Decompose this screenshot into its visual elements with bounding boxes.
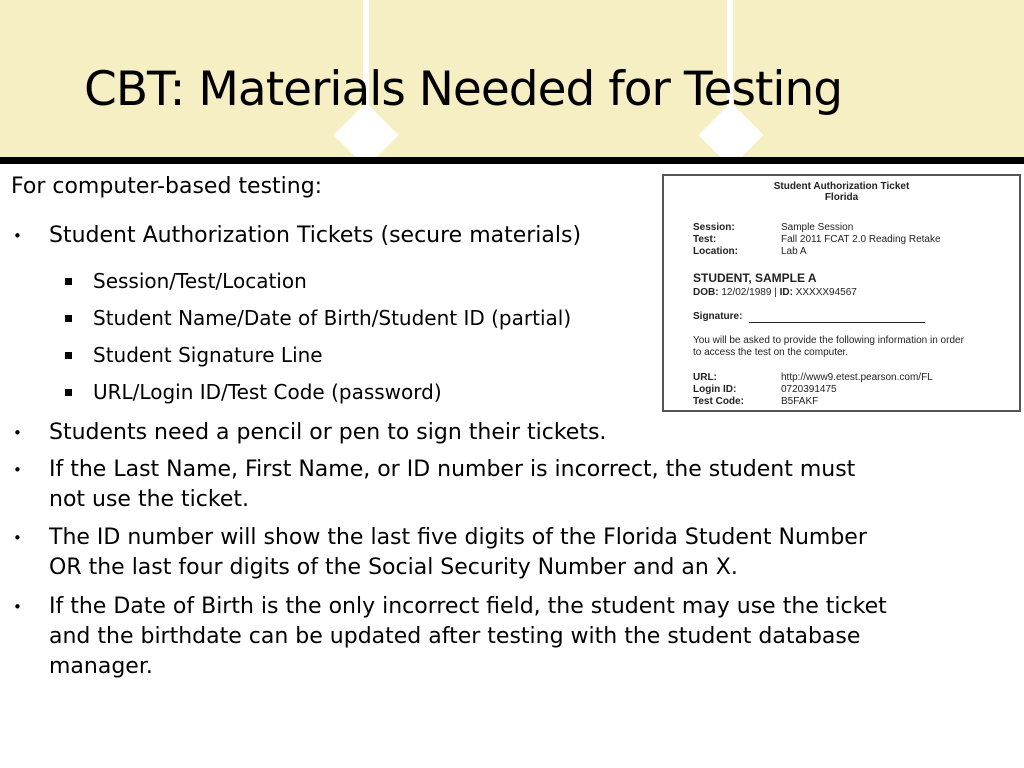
- sub-item: Student Signature Line: [93, 343, 323, 367]
- bullet-glyph: •: [13, 424, 22, 442]
- title-banner: [0, 0, 1024, 157]
- bullet-line: and the birthdate can be updated after testing with the student database: [49, 624, 861, 649]
- bullet-main: Student Authorization Tickets (secure materials): [49, 223, 582, 248]
- ticket-login-label: Login ID:: [693, 384, 737, 395]
- sub-item: Student Name/Date of Birth/Student ID (partial): [93, 306, 572, 330]
- bullet-line: manager.: [49, 654, 153, 679]
- ticket-student-name: STUDENT, SAMPLE A: [693, 271, 817, 285]
- ticket-heading: Student Authorization Ticket: [773, 181, 910, 192]
- ticket-dob-label: DOB:: [693, 287, 719, 298]
- bullet-line: The ID number will show the last five digits of the Florida Student Number: [49, 525, 867, 550]
- bullet-glyph: •: [13, 227, 22, 245]
- authorization-ticket-image: [662, 174, 1021, 412]
- ticket-id-separator: |: [774, 287, 777, 298]
- ticket-login-value: 0720391475: [781, 384, 837, 395]
- bullet-line: OR the last four digits of the Social Security Number and an X.: [49, 555, 738, 580]
- ticket-location-label: Location:: [693, 246, 738, 257]
- bullet-glyph: •: [13, 461, 22, 479]
- square-bullet-icon: [65, 278, 72, 285]
- bullet-glyph: •: [13, 529, 22, 547]
- square-bullet-icon: [65, 389, 72, 396]
- ticket-signature-label: Signature:: [693, 311, 743, 322]
- square-bullet-icon: [65, 352, 72, 359]
- ticket-note-line: You will be asked to provide the following information in order: [693, 335, 964, 346]
- bullet-line: If the Date of Birth is the only incorrect field, the student may use the ticket: [49, 594, 887, 619]
- sub-item: URL/Login ID/Test Code (password): [93, 380, 442, 404]
- ticket-url-value: http://www9.etest.pearson.com/FL: [781, 372, 933, 383]
- ticket-id-value: XXXXX94567: [795, 287, 857, 298]
- ticket-dob-value: 12/02/1989: [721, 287, 772, 298]
- ticket-id-label: ID:: [779, 287, 793, 298]
- bullet-line: If the Last Name, First Name, or ID number is incorrect, the student must: [49, 457, 856, 482]
- title-divider: [0, 157, 1024, 164]
- ticket-session-value: Sample Session: [781, 222, 854, 233]
- ticket-location-value: Lab A: [781, 246, 807, 257]
- ticket-note-line: to access the test on the computer.: [693, 347, 849, 358]
- intro-text: For computer-based testing:: [11, 174, 323, 199]
- ticket-state: Florida: [824, 192, 859, 203]
- bullet-line: not use the ticket.: [49, 487, 249, 512]
- sub-item: Session/Test/Location: [93, 269, 307, 293]
- ticket-session-label: Session:: [693, 222, 735, 233]
- ticket-test-value: Fall 2011 FCAT 2.0 Reading Retake: [781, 234, 941, 245]
- ticket-code-value: B5FAKF: [781, 396, 819, 407]
- slide-title: CBT: Materials Needed for Testing: [84, 62, 843, 117]
- ticket-code-label: Test Code:: [693, 396, 744, 407]
- ticket-test-label: Test:: [693, 234, 717, 245]
- ticket-signature-line: [749, 322, 925, 323]
- ticket-url-label: URL:: [693, 372, 717, 383]
- bullet-glyph: •: [13, 598, 22, 616]
- bullet-line: Students need a pencil or pen to sign their tickets.: [49, 420, 607, 445]
- square-bullet-icon: [65, 315, 72, 322]
